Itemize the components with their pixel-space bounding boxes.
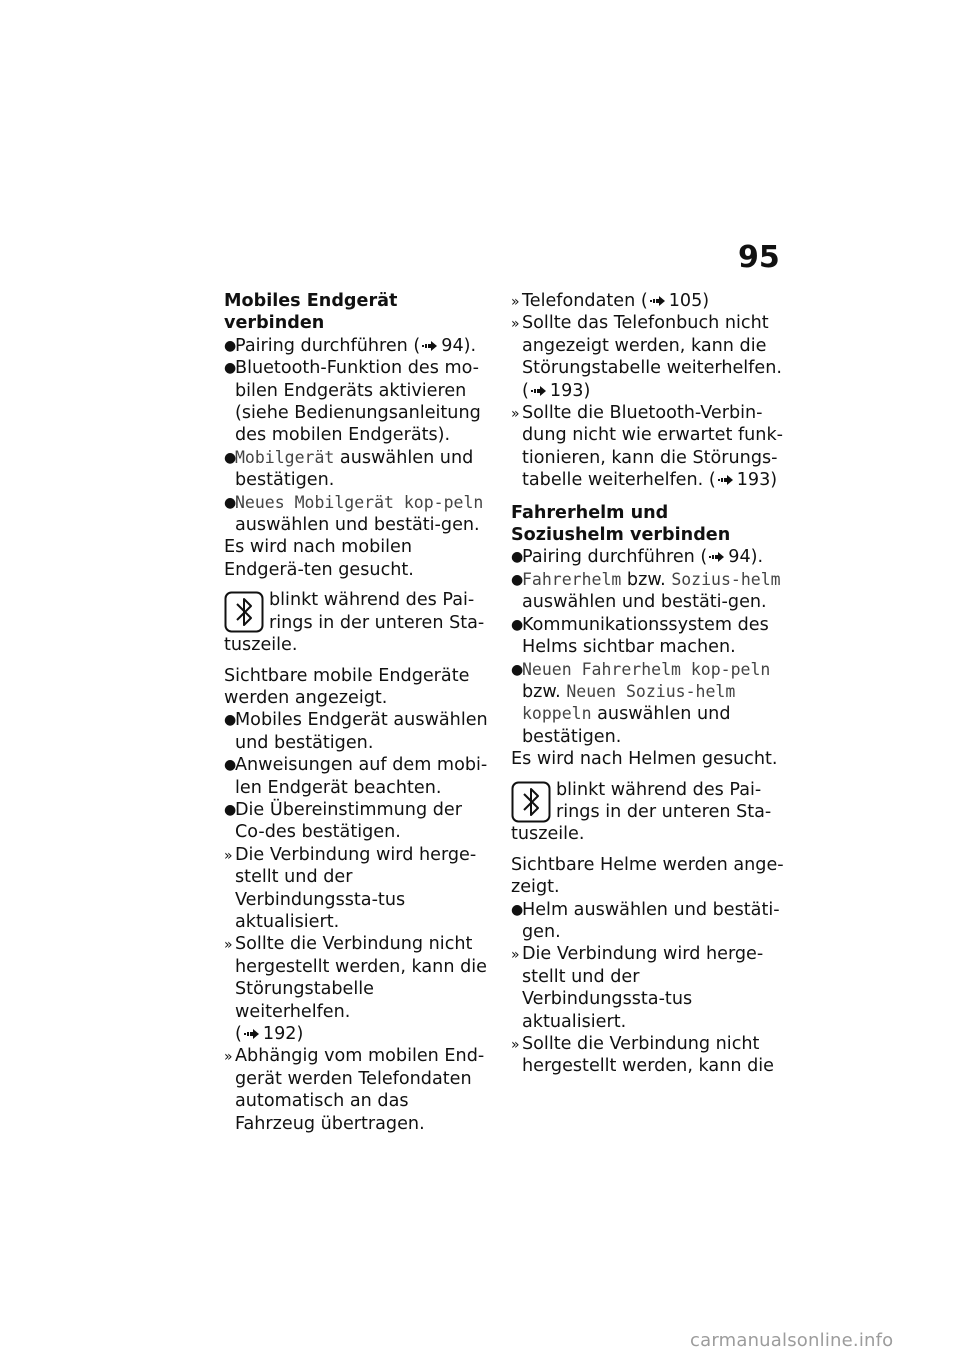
result-marker: » (224, 847, 233, 864)
list-item: ● Mobilgerät auswählen und bestätigen. (224, 447, 474, 491)
bullet-marker: ● (511, 571, 524, 588)
section-heading-helmet: Fahrerhelm und Soziushelm verbinden (511, 502, 731, 546)
bullet-marker: ● (224, 337, 237, 354)
search-text: Es wird nach Helmen gesucht. (511, 749, 778, 770)
bullet-marker: ● (511, 901, 524, 918)
bullet-marker: ● (224, 757, 237, 774)
page-number: 95 (738, 240, 780, 275)
result-marker: » (224, 937, 233, 954)
page-reference[interactable]: 192) (262, 1024, 304, 1044)
menu-entry-neuen-soziushelm: Neuen Sozius-helm koppeln (522, 681, 736, 724)
result-marker: » (511, 1037, 520, 1053)
result-marker: » (511, 947, 520, 964)
bullet-marker: ● (224, 494, 237, 511)
menu-entry-neuen-fahrerhelm: Neuen Fahrerhelm kop-peln (522, 659, 771, 679)
result-marker: » (224, 1049, 233, 1066)
menu-entry-mobilgeraet: Mobilgerät (235, 447, 335, 467)
bullet-marker: ● (511, 616, 524, 633)
visible-helmets-text: Sichtbare Helme werden ange-zeigt. (511, 854, 784, 898)
result-item: » Abhängig vom mobilen End-gerät werden Telefondaten automatisch an das Fahrzeug übertragen. (224, 1046, 485, 1134)
list-item: ● Die Übereinstimmung der Co-des bestätigen. (224, 799, 462, 843)
result-marker: » (511, 294, 520, 310)
list-item: ● Mobiles Endgerät auswählen und bestätigen. (224, 710, 488, 753)
bullet-marker: ● (511, 661, 524, 678)
page-reference[interactable]: 94). (728, 547, 764, 568)
result-item: » Sollte die Verbindung nicht hergestellt werden, kann die Störungstabelle weiterhelfen. ( 192) (224, 934, 487, 1044)
list-item: ● Bluetooth-Funktion des mo-bilen Endgeräts aktivieren (siehe Bedienungsanleitung des mobilen Endgeräts). (224, 358, 481, 446)
page-reference[interactable]: 193) (736, 470, 778, 491)
bullet-marker: ● (224, 712, 237, 729)
visible-devices-text: Sichtbare mobile Endgeräte werden angezeigt. (224, 665, 470, 708)
arrow-reference-icon (709, 551, 725, 563)
menu-entry-fahrerhelm: Fahrerhelm (522, 569, 622, 589)
bluetooth-note: blinkt während des Pai-rings in der unteren Sta-tuszeile. (224, 590, 485, 656)
arrow-reference-icon (531, 385, 547, 397)
bluetooth-icon (224, 591, 264, 633)
left-column (224, 290, 492, 1135)
result-item: » Sollte die Verbindung nicht hergestellt werden, kann die (511, 1034, 774, 1077)
list-item: ● Neuen Fahrerhelm kop-peln bzw. Neuen Sozius-helm koppeln auswählen und bestätigen. (511, 659, 771, 747)
arrow-reference-icon (718, 474, 734, 486)
watermark-footer: carmanualsonline.info (690, 1330, 894, 1351)
list-item: ● Anweisungen auf dem mobi-len Endgerät beachten. (224, 755, 488, 798)
section-heading-mobile: Mobiles Endgerät verbinden (224, 291, 398, 334)
result-item: » Sollte die Bluetooth-Verbin-dung nicht wie erwartet funk-tionieren, kann die Störungs-tabelle weiterhelfen. ( 193) (511, 403, 783, 491)
bullet-marker: ● (224, 801, 237, 818)
search-text: Es wird nach mobilen Endgerä-ten gesucht. (224, 537, 414, 580)
arrow-reference-icon (422, 340, 438, 352)
right-column (511, 290, 787, 1078)
result-item: » Telefondaten ( 105) (511, 290, 787, 312)
list-item: ● Fahrerhelm bzw. Sozius-helm auswählen und bestäti-gen. (511, 569, 781, 613)
arrow-reference-icon (244, 1028, 260, 1040)
page-reference[interactable]: 94). (441, 335, 477, 356)
bluetooth-note: blinkt während des Pai-rings in der unteren Sta-tuszeile. (511, 779, 772, 845)
result-item: » Sollte das Telefonbuch nicht angezeigt werden, kann die Störungstabelle weiterhelfen. ( 193) (511, 313, 782, 401)
bullet-marker: ● (511, 549, 524, 566)
menu-entry-soziushelm: Sozius-helm (671, 569, 781, 589)
page-reference[interactable]: 193) (549, 380, 591, 401)
menu-entry-neues-mobilgeraet: Neues Mobilgerät kop-peln (235, 492, 484, 512)
list-item: ● Kommunikationssystem des Helms sichtbar machen. (511, 614, 769, 658)
arrow-reference-icon (650, 295, 666, 307)
list-item: ● Neues Mobilgerät kop-peln auswählen und bestäti-gen. (224, 492, 484, 536)
bullet-marker: ● (224, 449, 237, 466)
bluetooth-icon (511, 781, 551, 823)
list-item: ● Pairing durchführen ( 94). (511, 547, 764, 568)
result-item: » Die Verbindung wird herge-stellt und der Verbindungssta-tus aktualisiert. (511, 944, 764, 1032)
result-item: » Die Verbindung wird herge-stellt und der Verbindungssta-tus aktualisiert. (224, 844, 477, 932)
result-marker: » (511, 316, 520, 333)
list-item: ● Helm auswählen und bestäti-gen. (511, 899, 780, 942)
result-marker: » (511, 406, 520, 423)
page-reference[interactable]: 105) (668, 291, 710, 311)
list-item: ● Pairing durchführen ( 94). (224, 335, 477, 356)
bullet-marker: ● (224, 360, 237, 377)
